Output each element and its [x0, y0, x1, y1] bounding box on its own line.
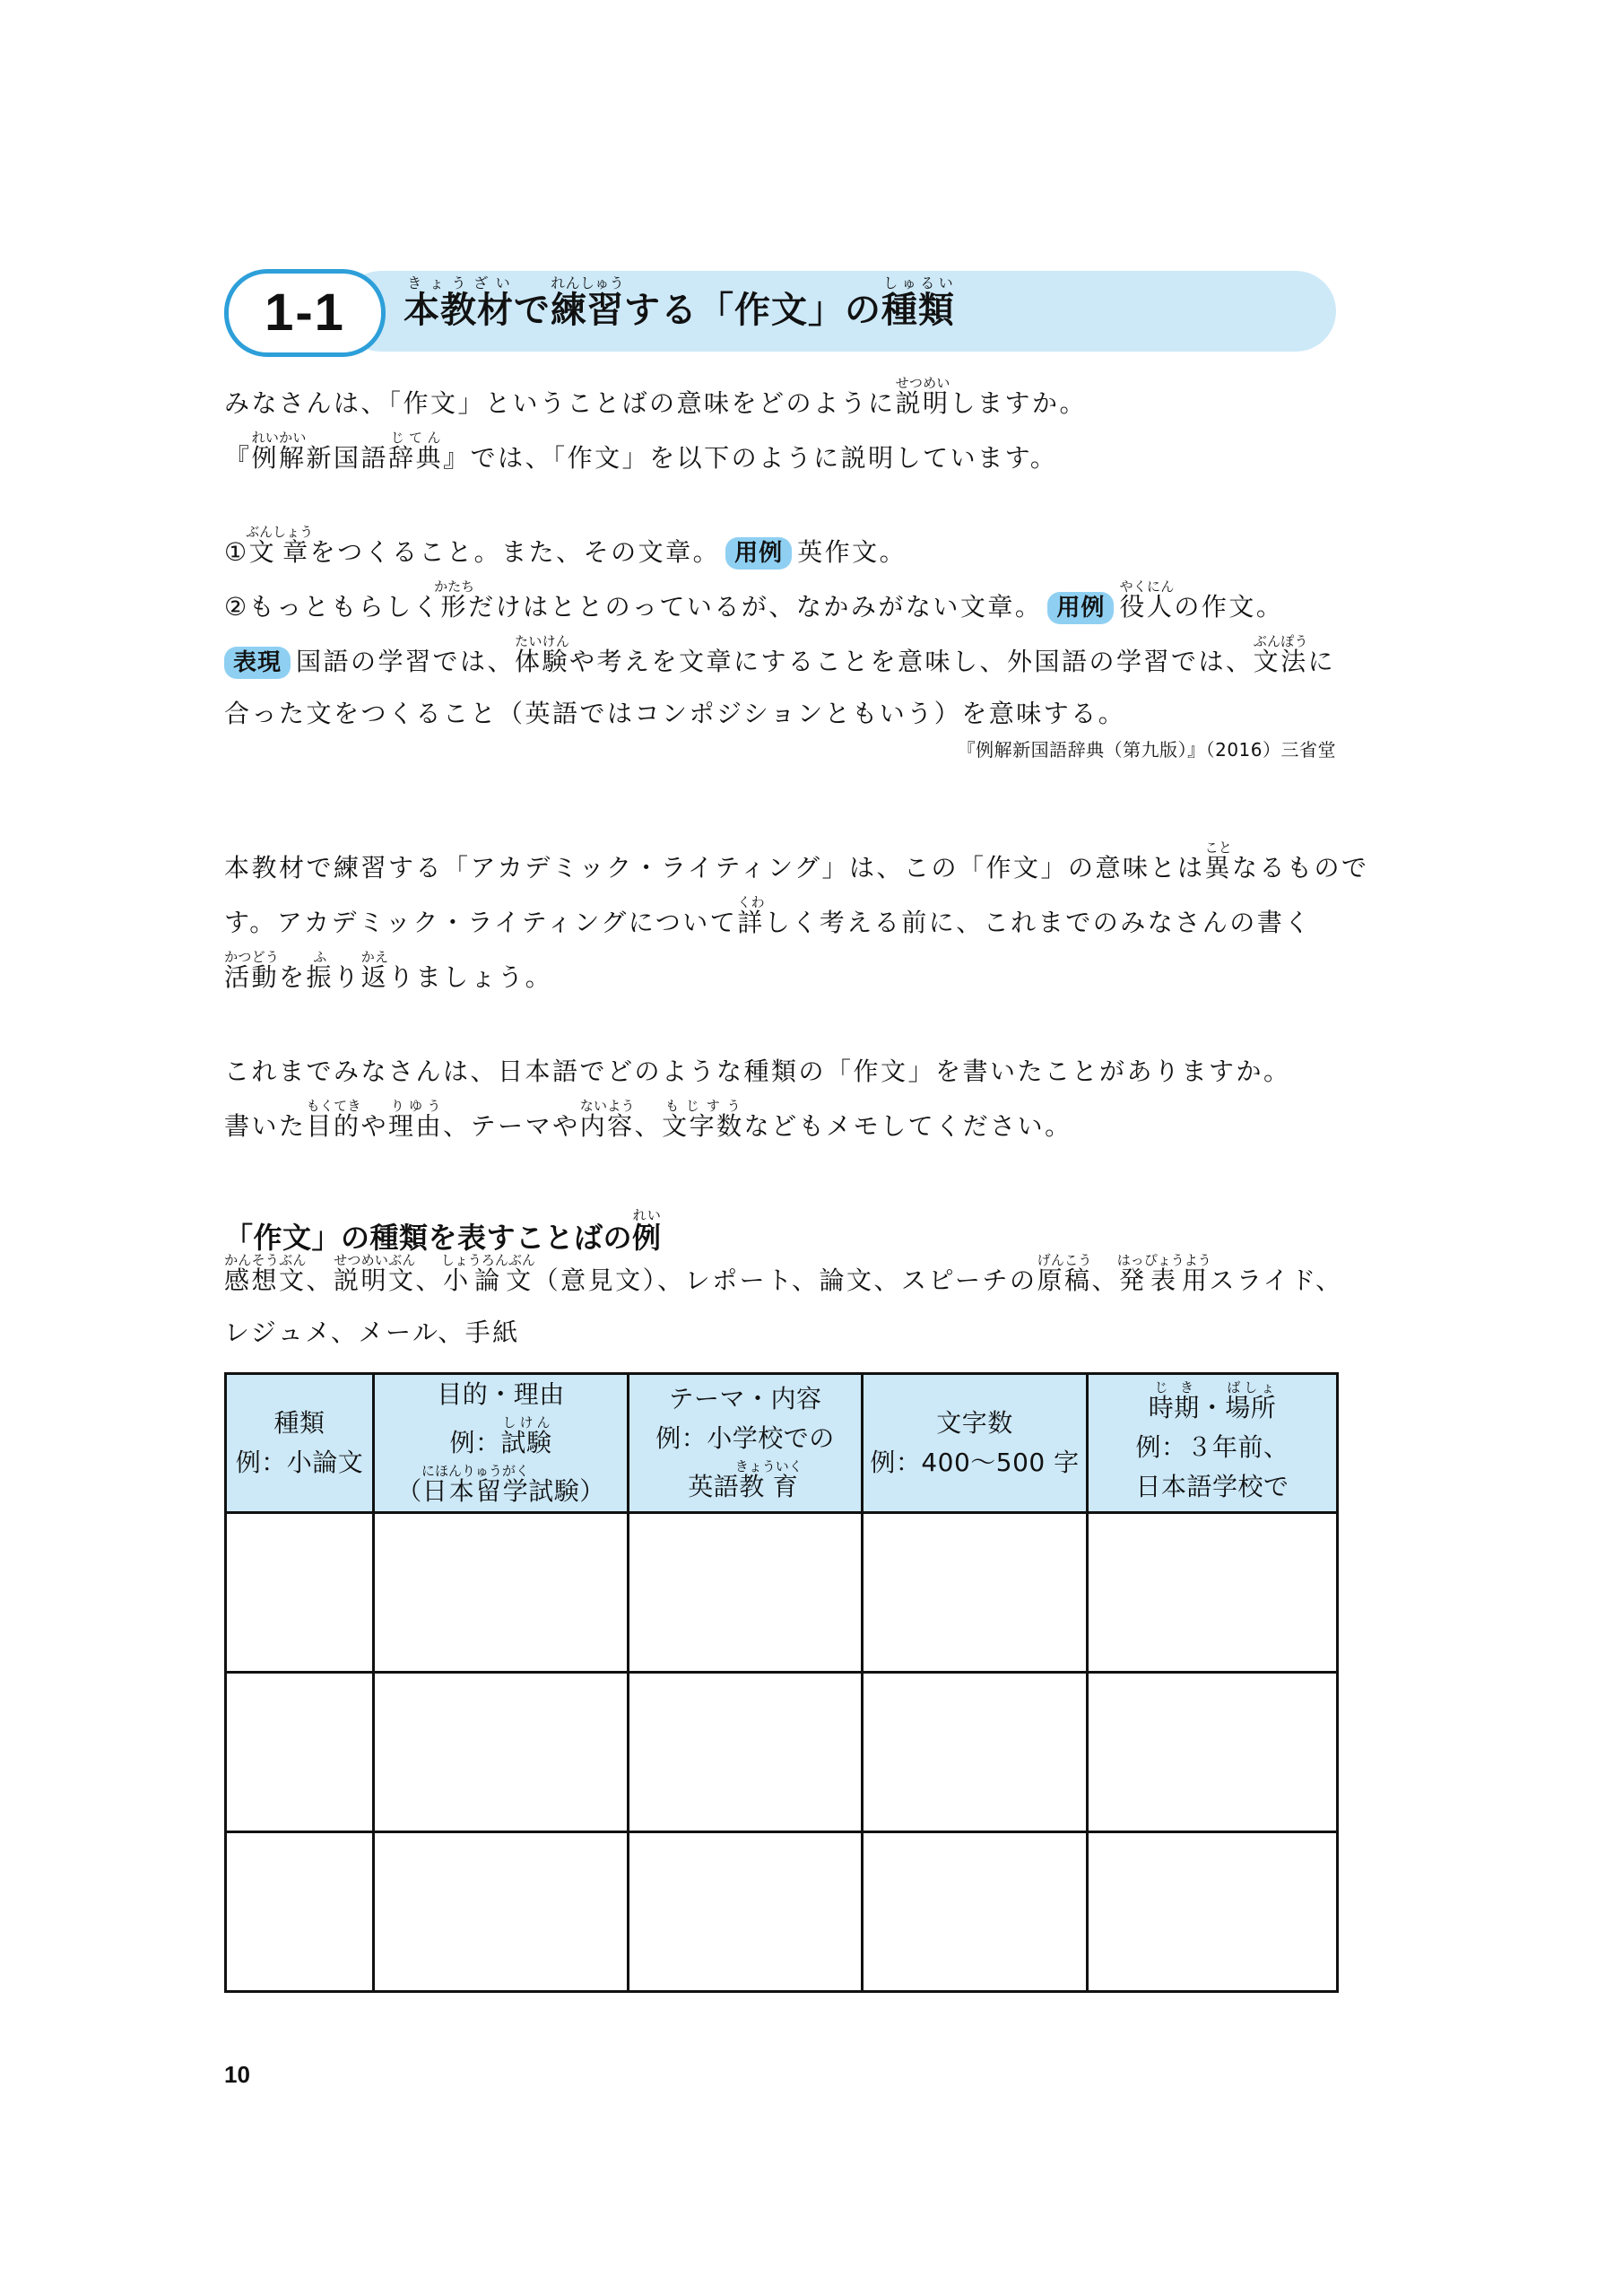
examples-line: レジュメ、メール、手紙 [224, 1318, 520, 1347]
definition-block [224, 524, 1335, 740]
header-line: 例：小論文 [235, 1448, 364, 1477]
memo-cell[interactable] [374, 1832, 629, 1992]
memo-cell[interactable] [629, 1513, 863, 1673]
memo-cell[interactable] [863, 1832, 1088, 1992]
examples-line: 感想文かんそうぶん、説明文せつめいぶん、小論文しょうろんぶん（意見文）、レポート、論文、スピーチの原稿げんこう、発表用はっぴょうようスライド、 [224, 1252, 1343, 1295]
expression-tag: 表現 [224, 647, 291, 679]
table-header-row [226, 1374, 1338, 1513]
memo-cell[interactable] [1088, 1513, 1338, 1673]
example-text: 英作文。 [797, 537, 907, 567]
memo-cell[interactable] [374, 1673, 629, 1832]
definition-text: ①文章ぶんしょうをつくること。また、その文章。 [224, 524, 721, 567]
page-number: 10 [224, 2061, 250, 2088]
academic-paragraph [224, 839, 1369, 1004]
memo-cell[interactable] [226, 1832, 374, 1992]
header-line: テーマ・内容 [668, 1384, 822, 1413]
section-title: 本教材きょうざいで練習れんしゅうする「作文」の種類しゅるい [404, 274, 955, 331]
memo-cell[interactable] [629, 1832, 863, 1992]
memo-cell[interactable] [226, 1673, 374, 1832]
header-line: 日本語学校で [1135, 1472, 1289, 1501]
header-line: 目的・理由 [437, 1379, 565, 1409]
memo-cell[interactable] [1088, 1832, 1338, 1992]
question-paragraph [224, 1046, 1291, 1152]
table-row [226, 1673, 1338, 1832]
academic-line: 活動かつどうを振ふり返かえりましょう。 [224, 949, 553, 992]
writing-memo-table [224, 1372, 1339, 1993]
definition-text: 国語の学習では、体験たいけんや考えを文章にすることを意味し、外国語の学習では、文法ぶんぽうに [296, 633, 1336, 676]
definition-text: ②もっともらしく形かたちだけはととのっているが、なかみがない文章。 [224, 578, 1043, 622]
academic-line: す。アカデミック・ライティングについて詳くわしく考える前に、これまでのみなさんの書く [224, 894, 1312, 937]
memo-cell[interactable] [629, 1673, 863, 1832]
definition-line-2 [224, 578, 1335, 633]
header-line: （日本留学にほんりゅうがく試験） [396, 1463, 605, 1506]
header-line: 英語教育きょういく [688, 1458, 803, 1501]
definition-line-3 [224, 633, 1335, 688]
header-line: 文字数 [936, 1408, 1013, 1438]
example-tag: 用例 [1047, 592, 1114, 624]
section-header [224, 269, 1336, 359]
example-text: 役人やくにんの作文。 [1119, 578, 1284, 622]
definition-line-4: 合った文をつくること（英語ではコンポジションともいう）を意味する。 [224, 699, 1126, 728]
examples-heading: 「作文」の種類を表すことばの例れい [224, 1207, 662, 1255]
examples-list [224, 1252, 1343, 1359]
citation: 『例解新国語辞典（第九版）』（2016）三省堂 [957, 739, 1336, 761]
header-time-place [1088, 1374, 1338, 1513]
header-purpose [374, 1374, 629, 1513]
table-row [226, 1832, 1338, 1992]
intro-line: 『例解れいかい新国語辞典じてん』では、「作文」を以下のように説明しています。 [224, 430, 1058, 473]
header-line: 例：小学校での [655, 1423, 835, 1453]
section-number: 1-1 [224, 269, 386, 357]
header-length [863, 1374, 1088, 1513]
memo-cell[interactable] [374, 1513, 629, 1673]
academic-line: 本教材で練習する「アカデミック・ライティング」は、この「作文」の意味とは異ことなるもので [224, 839, 1369, 883]
question-line: 書いた目的もくてきや理由りゆう、テーマや内容ないよう、文字数もじすうなどもメモしてください。 [224, 1098, 1072, 1141]
header-line: 時期じき・場所ばしょ [1148, 1379, 1277, 1422]
header-theme [629, 1374, 863, 1513]
header-line: 例：400〜500 字 [870, 1448, 1080, 1477]
header-line: 種類 [273, 1408, 325, 1438]
intro-line: みなさんは、「作文」ということばの意味をどのように説明せつめいしますか。 [224, 375, 1088, 418]
example-tag: 用例 [725, 537, 792, 570]
header-type [226, 1374, 374, 1513]
header-line: 例：３年前、 [1135, 1432, 1289, 1462]
table-row [226, 1513, 1338, 1673]
memo-cell[interactable] [1088, 1673, 1338, 1832]
header-line: 例：試験しけん [449, 1414, 552, 1457]
definition-line-1 [224, 524, 1335, 578]
memo-cell[interactable] [863, 1513, 1088, 1673]
question-line: これまでみなさんは、日本語でどのような種類の「作文」を書いたことがありますか。 [224, 1057, 1291, 1086]
memo-cell[interactable] [226, 1513, 374, 1673]
memo-cell[interactable] [863, 1673, 1088, 1832]
intro-paragraph [224, 375, 1087, 484]
